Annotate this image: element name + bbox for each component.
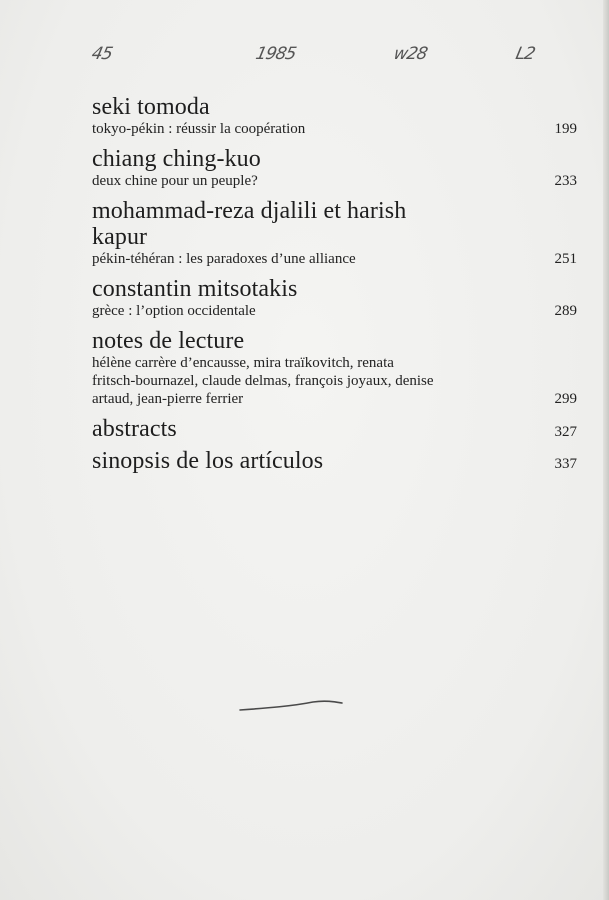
entry-title: notes de lecture [92, 328, 245, 354]
toc-entry [92, 448, 577, 474]
entry-title: abstracts [92, 416, 177, 442]
entry-row [92, 416, 577, 442]
entry-authors: hélène carrère d’encausse, mira traïkovitch, renata [92, 355, 394, 371]
page-number: 199 [554, 121, 577, 137]
toc-entry [92, 416, 577, 442]
toc-entry [92, 94, 577, 138]
page-number: 233 [554, 173, 577, 189]
toc-entry [92, 198, 577, 268]
entry-title: constantin mitsotakis [92, 276, 298, 302]
entry-row [92, 172, 577, 190]
entry-row [92, 448, 577, 474]
entry-title: sinopsis de los artículos [92, 448, 324, 474]
entry-row [92, 302, 577, 320]
entry-subtitle: pékin-téhéran : les paradoxes d’une alliance [92, 251, 356, 267]
entry-subtitle: tokyo-pékin : réussir la coopération [92, 121, 306, 137]
entry-row [92, 120, 577, 138]
entry-title: seki tomoda [92, 94, 210, 120]
table-of-contents [92, 94, 577, 474]
page-number: 299 [554, 391, 577, 407]
handwritten-note: 45 [89, 44, 114, 64]
entry-title: chiang ching-kuo [92, 146, 261, 172]
page-number: 251 [554, 251, 577, 267]
hand-drawn-rule [238, 692, 348, 716]
entry-authors: artaud, jean-pierre ferrier [92, 391, 244, 407]
page-number: 327 [554, 424, 577, 440]
handwritten-note: w28 [391, 44, 429, 64]
entry-title: mohammad-reza djalili et harish [92, 198, 407, 224]
entry-subtitle: grèce : l’option occidentale [92, 303, 256, 319]
entry-row [92, 390, 577, 408]
entry-title-continued: kapur [92, 224, 148, 250]
entry-authors: fritsch-bournazel, claude delmas, françois joyaux, denise [92, 373, 434, 389]
handwritten-note: 1985 [253, 44, 298, 64]
handwritten-note: L2 [513, 44, 537, 64]
page-number: 289 [554, 303, 577, 319]
page-binding-edge [603, 0, 609, 900]
toc-entry [92, 146, 577, 190]
toc-entry [92, 276, 577, 320]
toc-entry [92, 328, 577, 408]
page-number: 337 [554, 456, 577, 472]
entry-subtitle: deux chine pour un peuple? [92, 173, 258, 189]
entry-row [92, 250, 577, 268]
